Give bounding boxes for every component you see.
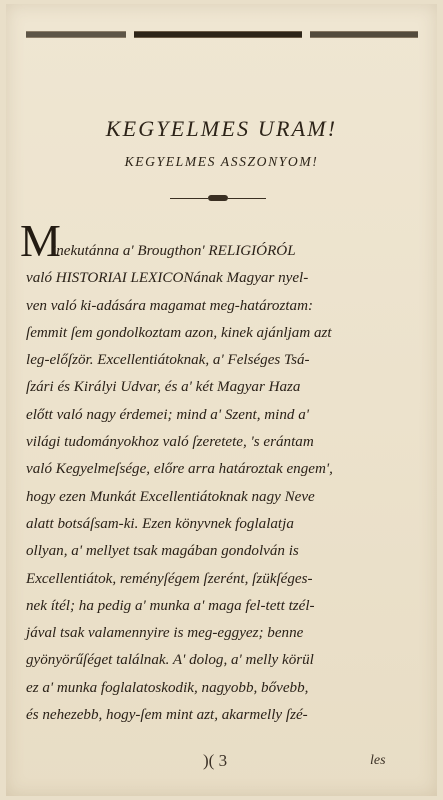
body-line: gyönyörűſéget találnak. A' dolog, a' melly körül [26, 652, 314, 669]
body-line: ven való ki-adására magamat meg-határoztam: [26, 297, 314, 314]
ornamental-divider [170, 194, 266, 204]
body-line: ſemmit ſem gondolkoztam azon, kinek ajánljam azt [26, 324, 332, 341]
body-line: ſzári és Királyi Udvar, és a' két Magyar Haza [26, 379, 301, 396]
dedication-subheading: KEGYELMES ASSZONYOM! [124, 154, 319, 169]
drop-cap: M [20, 215, 61, 266]
body-line: jával tsak valamennyire is meg-eggyez; benne [26, 625, 304, 642]
body-line: való Kegyelmeſsége, előre arra határoztak engem', [26, 461, 333, 478]
top-ornament-rule [26, 30, 418, 38]
body-line: nek ítél; ha pedig a' munka a' maga fel-tett tzél- [26, 597, 315, 614]
body-line: hogy ezen Munkát Excellentiátoknak nagy Neve [26, 488, 315, 505]
body-line: Excellentiátok, reményſégem ſzerént, ſzükſéges- [26, 570, 313, 587]
body-line: és nehezebb, hogy-ſem mint azt, akarmelly ſzé- [26, 707, 308, 724]
catchword: les [370, 753, 386, 768]
dedication-body [26, 238, 422, 729]
signature-mark: )( 3 [203, 751, 228, 770]
book-page [6, 4, 437, 796]
body-line: előtt való nagy érdemei; mind a' Szent, mind a' [26, 406, 309, 423]
body-line: leg-előſzör. Excellentiátoknak, a' Felséges Tsá- [26, 352, 310, 369]
body-line: inekutánna a' Brougthon' RELIGIÓRÓL [52, 243, 296, 259]
body-line: ollyan, a' mellyet tsak magában gondolván is [26, 543, 299, 560]
body-line: ez a' munka foglalatoskodik, nagyobb, bővebb, [26, 679, 309, 696]
dedication-heading: KEGYELMES URAM! [105, 116, 338, 141]
body-line: világi tudományokhoz való ſzeretete, 's erántam [26, 434, 314, 451]
body-line: való HISTORIAI LEXICONának Magyar nyel- [26, 270, 309, 287]
body-line: alatt botsáſsam-ki. Ezen könyvnek foglalatja [26, 515, 294, 532]
page-footer [6, 749, 437, 779]
